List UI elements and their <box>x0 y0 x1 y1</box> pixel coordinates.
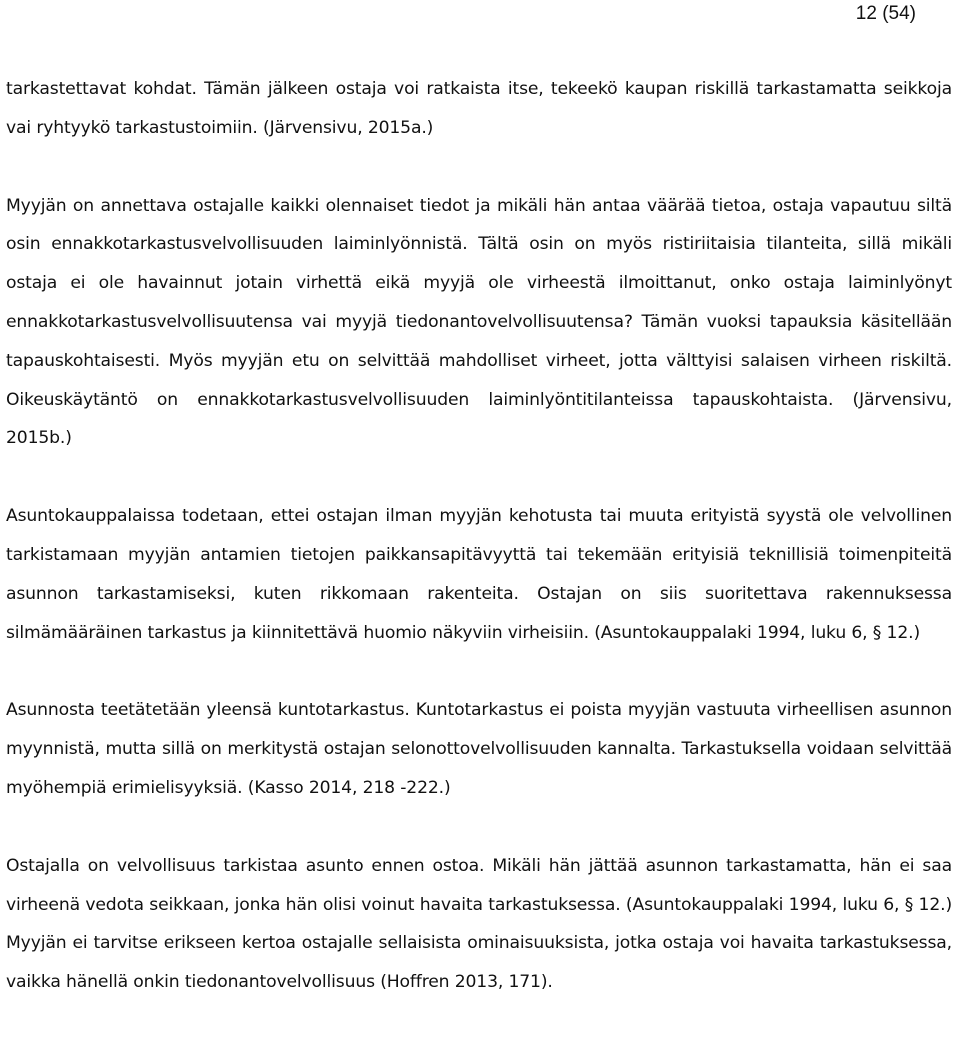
document-body <box>6 70 952 1002</box>
paragraph-3: Asuntokauppalaissa todetaan, ettei ostajan ilman myyjän kehotusta tai muuta erityistä syystä ole velvollinen tarkistamaan myyjän antamien tietojen paikkansapitävyyttä tai tekemään erityisiä teknillisiä toimenpiteitä asunnon tarkastamiseksi, kuten rikkomaan rakenteita. Ostajan on siis suoritettava rakennuksessa silmämääräinen tarkastus ja kiinnitettävä huomio näkyviin virheisiin. (Asuntokauppalaki 1994, luku 6, § 12.) <box>6 506 952 643</box>
page-number: 12 (54) <box>855 3 916 24</box>
paragraph-4: Asunnosta teetätetään yleensä kuntotarkastus. Kuntotarkastus ei poista myyjän vastuuta virheellisen asunnon myynnistä, mutta sillä on merkitystä ostajan selonottovelvollisuuden kannalta. Tarkastuksella voidaan selvittää myöhempiä erimielisyyksiä. (Kasso 2014, 218 -222.) <box>6 700 952 798</box>
paragraph-1: tarkastettavat kohdat. Tämän jälkeen ostaja voi ratkaista itse, tekeekö kaupan riskillä tarkastamatta seikkoja vai ryhtyykö tarkastustoimiin. (Järvensivu, 2015a.) <box>6 79 952 138</box>
paragraph-2: Myyjän on annettava ostajalle kaikki olennaiset tiedot ja mikäli hän antaa väärää tietoa, ostaja vapautuu siltä osin ennakkotarkastusvelvollisuuden laiminlyönnistä. Tältä osin on myös ristiriitaisia tilanteita, sillä mikäli ostaja ei ole havainnut jotain virhettä eikä myyjä ole virheestä ilmoittanut, onko ostaja laiminlyönyt ennakkotarkastusvelvollisuutensa vai myyjä tiedonantovelvollisuutensa? Tämän vuoksi tapauksia käsitellään tapauskohtaisesti. Myös myyjän etu on selvittää mahdolliset virheet, jotta välttyisi salaisen virheen riskiltä. Oikeuskäytäntö on ennakkotarkastusvelvollisuuden laiminlyöntitilanteissa tapauskohtaista. (Järvensivu, 2015b.) <box>6 195 952 449</box>
paragraph-5: Ostajalla on velvollisuus tarkistaa asunto ennen ostoa. Mikäli hän jättää asunnon tarkastamatta, hän ei saa virheenä vedota seikkaan, jonka hän olisi voinut havaita tarkastuksessa. (Asuntokauppalaki 1994, luku 6, § 12.) Myyjän ei tarvitse erikseen kertoa ostajalle sellaisista ominaisuuksista, jotka ostaja voi havaita tarkastuksessa, vaikka hänellä onkin tiedonantovelvollisuus (Hoffren 2013, 171). <box>6 855 952 993</box>
